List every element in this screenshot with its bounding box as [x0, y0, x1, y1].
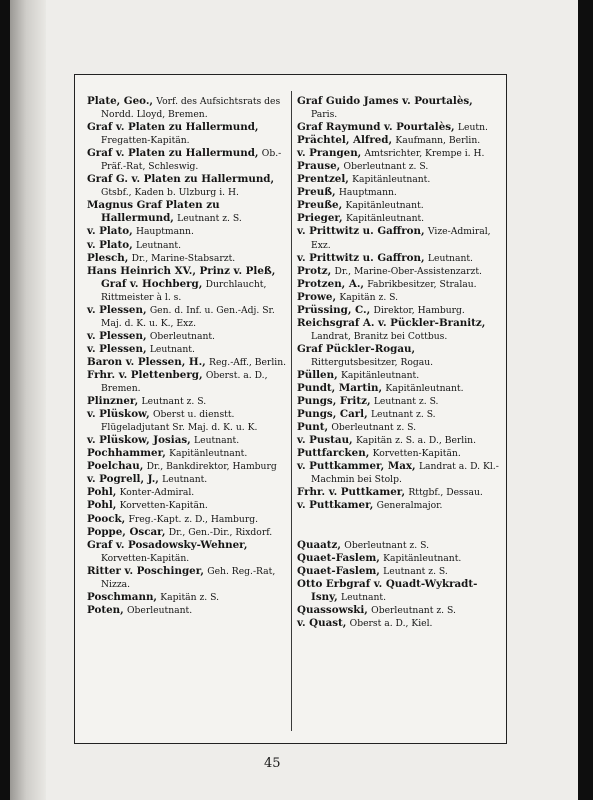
entry-name: v. Plessen,	[87, 303, 147, 316]
entry-name: Puttfarcken,	[297, 447, 370, 460]
entry-name: Protz,	[297, 264, 332, 277]
entry-name: Püllen,	[297, 368, 338, 381]
entry-name: Graf v. Platen zu Hallermund,	[87, 121, 259, 134]
entry-name: Frhr. v. Plettenberg,	[87, 368, 203, 381]
directory-entry	[297, 382, 501, 395]
directory-entry	[297, 121, 501, 134]
directory-entry	[87, 591, 291, 604]
entry-name: Pungs, Fritz,	[297, 395, 371, 408]
entry-name: v. Prittwitz u. Gaffron,	[297, 225, 425, 238]
directory-entry	[87, 343, 291, 356]
directory-entry	[87, 239, 291, 252]
directory-entry	[87, 199, 291, 225]
entry-name: Baron v. Plessen, H.,	[87, 355, 206, 368]
entry-description: Kapitänleutnant.	[345, 213, 425, 225]
directory-entry	[87, 604, 291, 617]
book-page	[10, 0, 578, 800]
entry-description: Hauptmann.	[135, 226, 194, 238]
entry-description: Kapitänleutnant.	[169, 448, 248, 460]
entry-description: Fabrikbesitzer, Stralau.	[367, 278, 477, 290]
entry-name: Pungs, Carl,	[297, 408, 368, 421]
directory-entry	[87, 499, 291, 512]
directory-entry	[87, 395, 291, 408]
entry-description: Gen. d. Inf. u. Gen.-Adj. Sr. Maj. d. K. u. K., Exz.	[101, 304, 275, 329]
directory-entry	[87, 369, 291, 395]
entry-description: Leutnant z. S.	[373, 396, 439, 408]
entry-name: v. Quast,	[297, 616, 347, 629]
entry-name: Plinzner,	[87, 395, 139, 408]
entry-description: Leutnant z. S.	[370, 409, 436, 421]
entry-description: Leutnant.	[427, 252, 473, 264]
entry-name: Plate, Geo.,	[87, 95, 154, 107]
directory-entry	[297, 434, 501, 447]
directory-entry	[87, 95, 291, 121]
left-column	[87, 95, 291, 617]
entry-name: Poelchau,	[87, 460, 144, 473]
directory-entry	[297, 160, 501, 173]
entry-name: Pochhammer,	[87, 447, 166, 460]
entry-name: Punt,	[297, 421, 329, 434]
entry-description: Direktor, Hamburg.	[373, 304, 465, 316]
entry-name: v. Prangen,	[297, 147, 362, 160]
entry-name: Pohl,	[87, 499, 117, 512]
entry-name: Prause,	[297, 160, 341, 173]
entry-description: Freg.-Kapt. z. D., Hamburg.	[128, 513, 259, 525]
column-divider	[291, 91, 292, 731]
entry-description: Leutnant.	[194, 435, 240, 447]
entry-name: Graf v. Platen zu Hallermund,	[87, 147, 259, 160]
directory-entry	[297, 460, 501, 486]
entry-description: Kapitänleutnant.	[340, 369, 420, 381]
directory-entry	[297, 617, 501, 630]
directory-entry	[87, 265, 291, 304]
directory-entry	[87, 356, 291, 369]
directory-entry	[297, 421, 501, 434]
entry-description: Leutnant.	[340, 591, 387, 603]
section-gap	[297, 513, 501, 539]
directory-entry	[87, 434, 291, 447]
entry-name: Pohl,	[87, 486, 117, 499]
directory-entry	[87, 147, 291, 173]
directory-entry	[87, 539, 291, 565]
entry-description: Oberleutnant z. S.	[344, 539, 430, 551]
entry-name: Poten,	[87, 603, 124, 616]
entry-name: v. Pogrell, J.,	[87, 473, 159, 486]
entry-description: Kapitänleutnant.	[352, 174, 431, 186]
content-frame	[74, 74, 507, 744]
directory-entry	[297, 408, 501, 421]
directory-entry	[297, 499, 501, 512]
entry-name: v. Plüskow, Josias,	[87, 434, 191, 447]
directory-entry	[297, 317, 501, 343]
directory-entry	[87, 121, 291, 147]
directory-entry	[297, 304, 501, 317]
entry-name: v. Plato,	[87, 238, 133, 251]
directory-entry	[87, 460, 291, 473]
directory-entry	[87, 513, 291, 526]
entry-description: Generalmajor.	[376, 500, 443, 512]
entry-description: Leutnant z. S.	[141, 396, 207, 408]
entry-description: Korvetten-Kapitän.	[101, 552, 190, 564]
entry-description: Leutnant.	[135, 239, 182, 251]
directory-entry	[297, 395, 501, 408]
entry-description: Oberst. a. D., Bremen.	[101, 369, 268, 395]
directory-entry	[87, 304, 291, 330]
directory-entry	[87, 173, 291, 199]
entry-description: Dr., Marine-Ober-Assistenzarzt.	[334, 265, 482, 277]
entry-description: Rittergutsbesitzer, Rogau.	[311, 356, 434, 368]
directory-entry	[297, 265, 501, 278]
directory-entry	[297, 186, 501, 199]
directory-entry	[297, 539, 501, 552]
entry-name: v. Plessen,	[87, 329, 147, 342]
entry-name: Poock,	[87, 512, 126, 525]
entry-description: Leutnant.	[149, 343, 195, 355]
entry-name: Graf Raymund v. Pourtalès,	[297, 121, 455, 134]
directory-entry	[297, 134, 501, 147]
entry-name: Plesch,	[87, 251, 129, 264]
entry-name: Prieger,	[297, 212, 343, 225]
directory-entry	[87, 486, 291, 499]
entry-description: Leutnant z. S.	[177, 213, 242, 225]
directory-entry	[87, 330, 291, 343]
directory-entry	[297, 565, 501, 578]
entry-name: Graf G. v. Platen zu Hallermund,	[87, 173, 275, 186]
entry-name: Frhr. v. Puttkamer,	[297, 486, 406, 499]
directory-entry	[297, 173, 501, 186]
entry-description: Kapitänleutnant.	[345, 200, 424, 212]
entry-description: Kapitänleutnant.	[383, 552, 462, 564]
entry-description: Gtsbf., Kaden b. Ulzburg i. H.	[101, 187, 239, 199]
directory-entry	[87, 447, 291, 460]
directory-entry	[297, 212, 501, 225]
entry-description: Landrat a. D. Kl.-Machmin bei Stolp.	[311, 461, 499, 486]
entry-name: Prächtel, Alfred,	[297, 134, 393, 147]
directory-entry	[297, 252, 501, 265]
entry-name: Hans Heinrich XV., Prinz v. Pleß, Graf v. Hochberg,	[87, 264, 276, 290]
directory-entry	[297, 486, 501, 499]
entry-name: Quaatz,	[297, 538, 341, 551]
directory-entry	[297, 578, 501, 604]
directory-entry	[297, 225, 501, 251]
entry-name: Poschmann,	[87, 590, 158, 603]
entry-name: Prüssing, C.,	[297, 303, 371, 316]
entry-description: Oberst a. D., Kiel.	[349, 617, 433, 629]
entry-name: Prentzel,	[297, 173, 349, 186]
entry-description: Rttgbf., Dessau.	[408, 487, 483, 499]
entry-description: Vorf. des Aufsichtsrats des Nordd. Lloyd, Bremen.	[101, 96, 281, 121]
directory-entry	[297, 343, 501, 369]
entry-description: Hauptmann.	[338, 187, 397, 199]
directory-entry	[87, 252, 291, 265]
entry-description: Kapitän z. S.	[339, 291, 399, 303]
entry-name: v. Plato,	[87, 225, 133, 238]
entry-name: Magnus Graf Platen zu Hallermund,	[87, 199, 220, 225]
entry-description: Korvetten-Kapitän.	[372, 448, 461, 460]
entry-description: Landrat, Branitz bei Cottbus.	[311, 330, 448, 342]
entry-name: Prowe,	[297, 290, 337, 303]
directory-entry	[87, 225, 291, 238]
entry-name: v. Plessen,	[87, 342, 147, 355]
directory-entry	[297, 604, 501, 617]
directory-entry	[297, 291, 501, 304]
entry-description: Durchlaucht, Rittmeister à l. s.	[101, 278, 267, 303]
directory-entry	[87, 526, 291, 539]
entry-description: Korvetten-Kapitän.	[119, 500, 208, 512]
entry-description: Leutn.	[457, 122, 488, 134]
directory-entry	[297, 95, 501, 121]
entry-name: Otto Erbgraf v. Quadt-Wykradt-Isny,	[297, 577, 478, 603]
entry-name: Quaet-Faslem,	[297, 564, 380, 577]
entry-description: Konter-Admiral.	[119, 487, 195, 499]
entry-description: Oberleutnant.	[127, 604, 193, 616]
entry-description: Reg.-Aff., Berlin.	[209, 356, 287, 368]
directory-entry	[297, 447, 501, 460]
book-spine-shadow	[10, 0, 46, 800]
entry-name: Quaet-Faslem,	[297, 551, 380, 564]
entry-description: Geh. Reg.-Rat, Nizza.	[101, 565, 276, 590]
entry-description: Kapitän z. S.	[160, 591, 220, 603]
entry-description: Oberleutnant z. S.	[331, 422, 417, 434]
entry-description: Fregatten-Kapitän.	[101, 135, 190, 147]
entry-name: Graf Guido James v. Pourtalès,	[297, 95, 473, 107]
entry-name: Protzen, A.,	[297, 277, 365, 290]
directory-entry	[297, 147, 501, 160]
entry-description: Vize-Admiral, Exz.	[311, 226, 491, 251]
entry-description: Oberleutnant z. S.	[371, 604, 456, 616]
entry-description: Dr., Marine-Stabsarzt.	[131, 252, 236, 264]
right-column	[297, 95, 501, 630]
entry-description: Kapitän z. S. a. D., Berlin.	[355, 435, 477, 447]
directory-entry	[297, 199, 501, 212]
directory-entry	[87, 565, 291, 591]
entry-description: Oberleutnant z. S.	[343, 161, 429, 173]
entry-name: v. Plüskow,	[87, 408, 150, 421]
entry-description: Amtsrichter, Krempe i. H.	[364, 148, 485, 160]
entry-description: Paris.	[311, 109, 338, 121]
entry-name: v. Prittwitz u. Gaffron,	[297, 251, 425, 264]
entry-description: Dr., Gen.-Dir., Rixdorf.	[168, 526, 273, 538]
page-number: 45	[264, 756, 281, 771]
entry-name: Ritter v. Poschinger,	[87, 564, 204, 577]
entry-description: Oberleutnant.	[149, 330, 215, 342]
entry-name: Pundt, Martin,	[297, 382, 383, 395]
entry-description: Kaufmann, Berlin.	[395, 135, 481, 147]
directory-entry	[297, 552, 501, 565]
entry-description: Ob.-Präf.-Rat, Schleswig.	[101, 148, 282, 173]
entry-name: Graf Pückler-Rogau,	[297, 342, 416, 355]
entry-description: Oberst u. dienstt. Flügeladjutant Sr. Maj. d. K. u. K.	[101, 409, 258, 434]
directory-entry	[297, 278, 501, 291]
entry-description: Kapitänleutnant.	[385, 383, 464, 395]
entry-description: Leutnant.	[162, 474, 208, 486]
entry-name: Preuße,	[297, 199, 343, 212]
entry-name: v. Puttkammer, Max,	[297, 460, 416, 473]
entry-name: Quassowski,	[297, 603, 368, 616]
entry-name: Poppe, Oscar,	[87, 525, 166, 538]
entry-name: v. Pustau,	[297, 434, 353, 447]
entry-name: Preuß,	[297, 186, 336, 199]
entry-name: v. Puttkamer,	[297, 499, 374, 512]
entry-name: Graf v. Posadowsky-Wehner,	[87, 538, 248, 551]
entry-description: Leutnant z. S.	[383, 565, 448, 577]
entry-description: Dr., Bankdirektor, Hamburg	[146, 461, 277, 473]
directory-entry	[87, 473, 291, 486]
directory-entry	[297, 369, 501, 382]
directory-entry	[87, 408, 291, 434]
entry-name: Reichsgraf A. v. Pückler-Branitz,	[297, 316, 486, 329]
